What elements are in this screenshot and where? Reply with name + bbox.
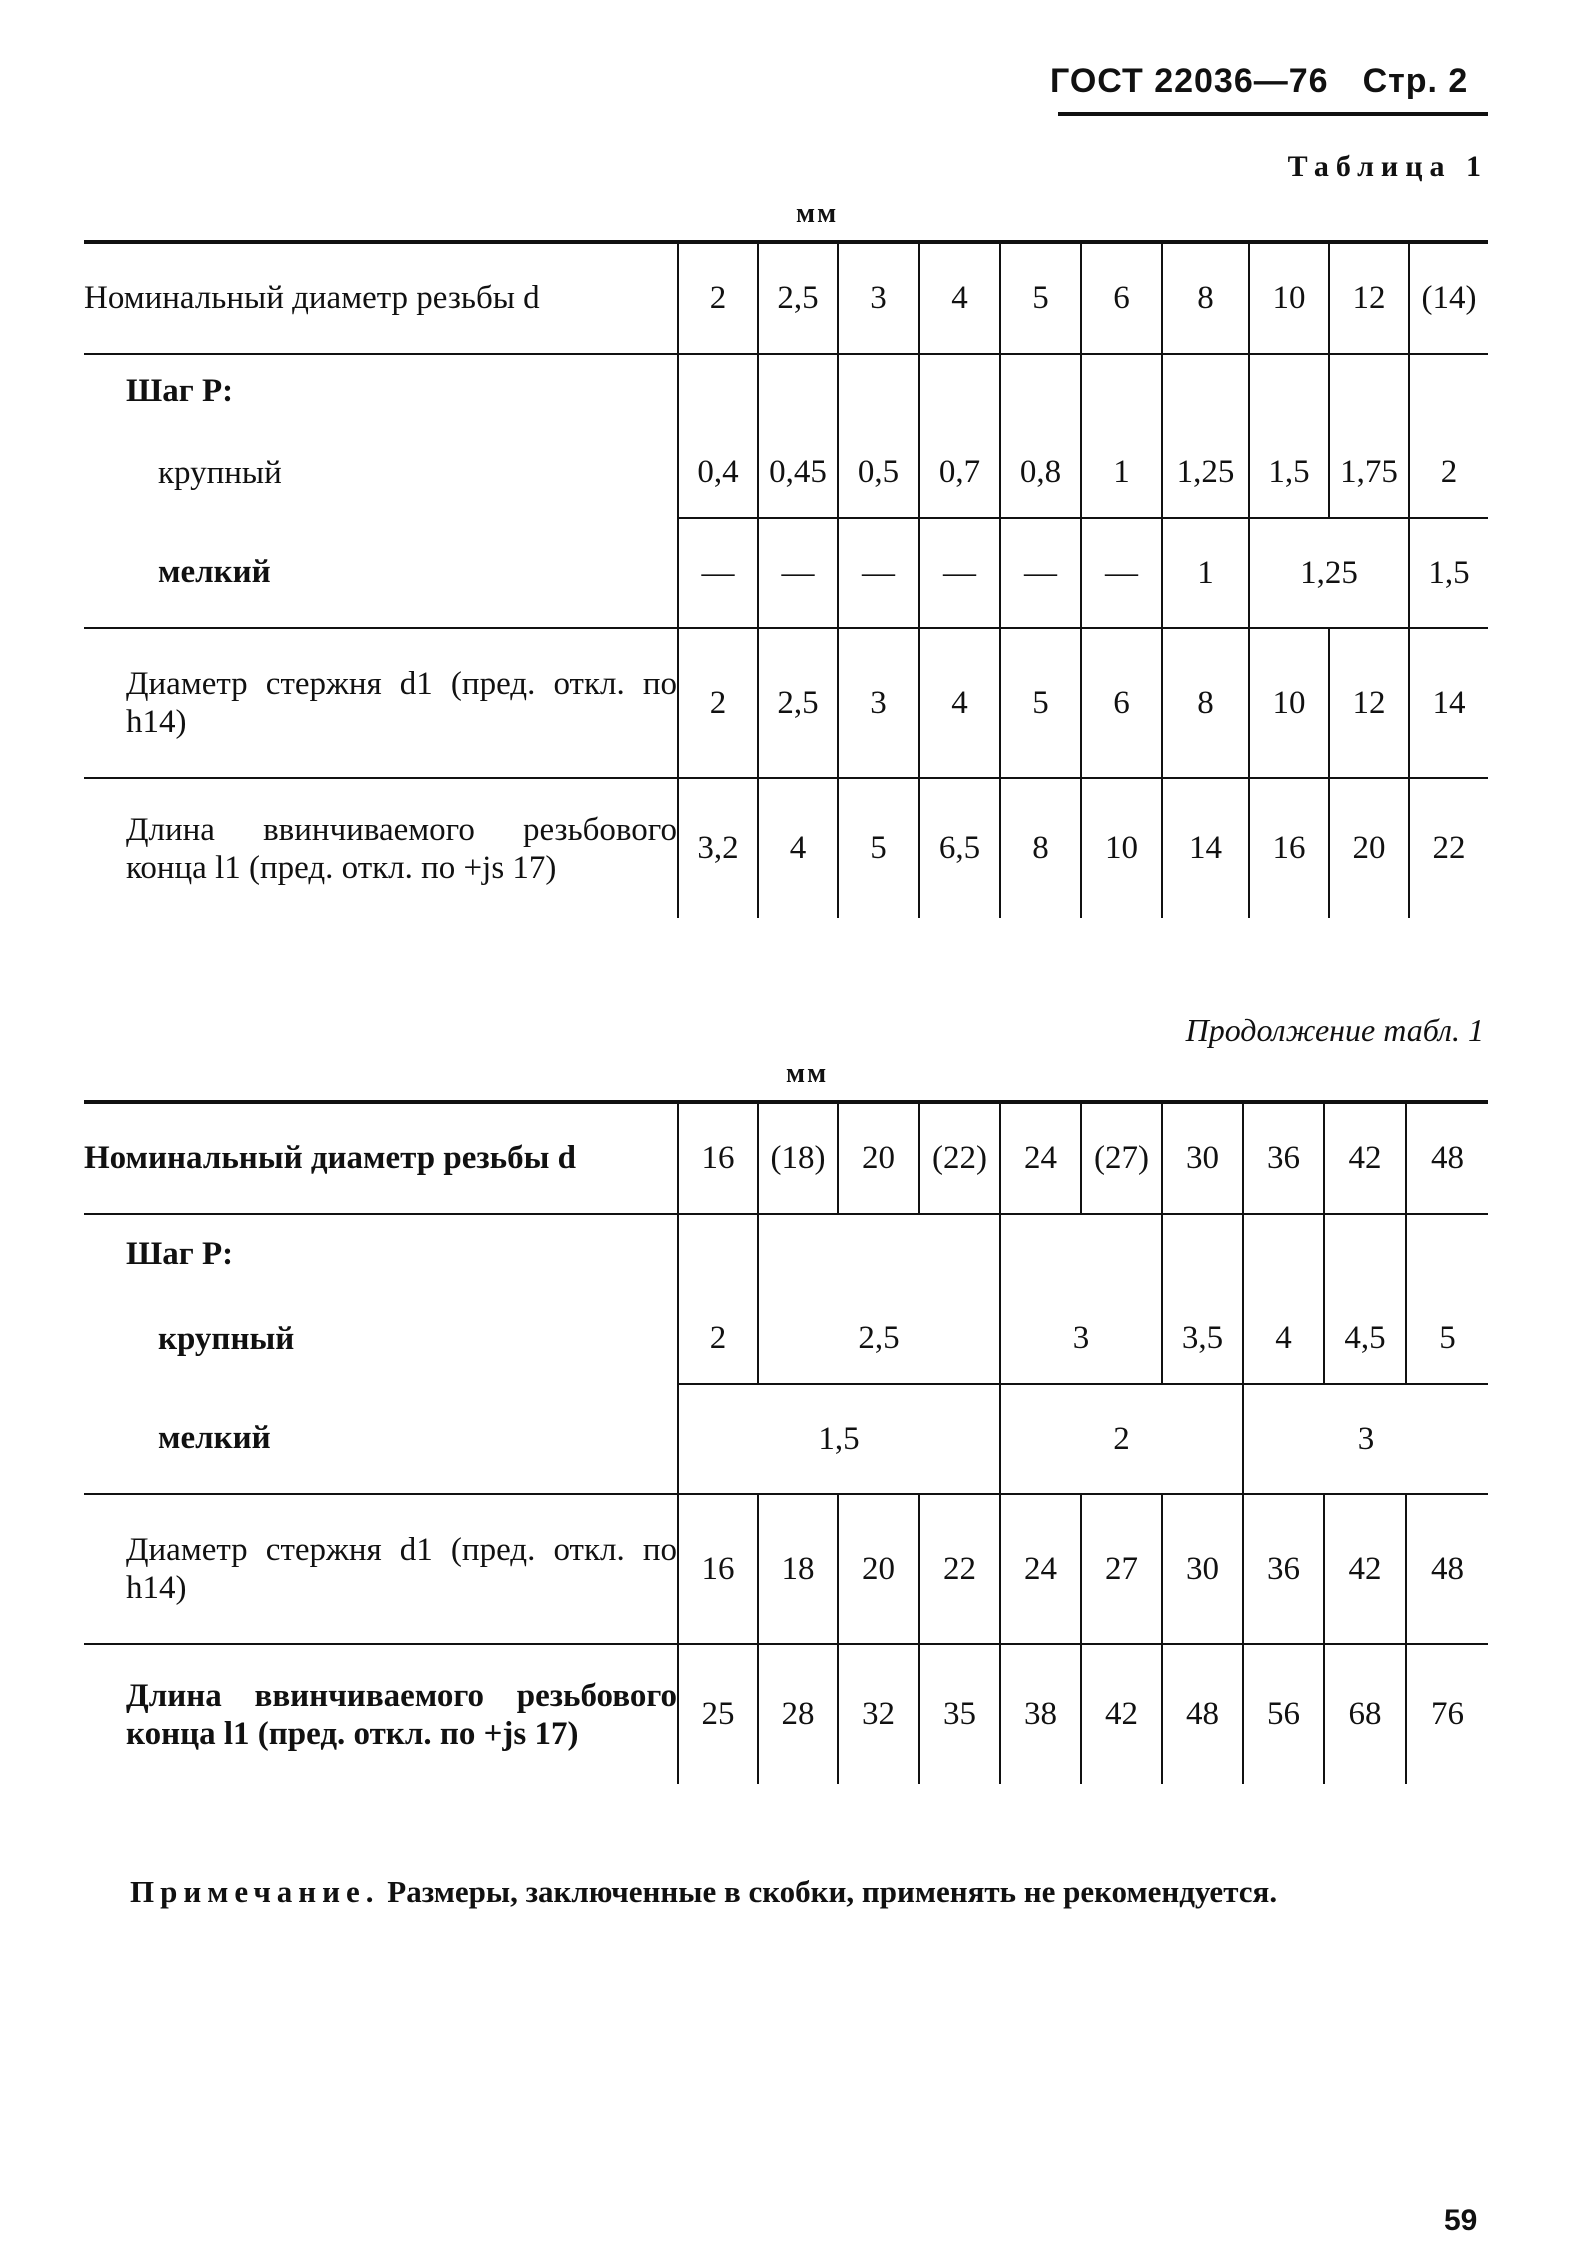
table-cell: 1,25 [1162, 428, 1249, 518]
table2-row-pitch [84, 1214, 1488, 1294]
table-cell: 6 [1081, 244, 1162, 354]
table-cell: 1,25 [1249, 518, 1409, 628]
table-cell: 20 [838, 1494, 919, 1644]
table-cell [758, 354, 838, 428]
table-cell: — [1081, 518, 1162, 628]
table-cell: 0,45 [758, 428, 838, 518]
table-cell: 14 [1409, 628, 1488, 778]
table-note [130, 1872, 1486, 1912]
table-cell: 22 [919, 1494, 1000, 1644]
l1-label: Длина ввинчиваемого резьбового конца l1 (пред. откл. по +js 17) [126, 811, 677, 886]
table-cell: 8 [1000, 778, 1081, 918]
table-cell: 2 [1000, 1384, 1243, 1494]
table-cell [1000, 1214, 1162, 1294]
table-cell: 25 [678, 1644, 758, 1784]
table1-row-fine [84, 518, 1488, 628]
table-cell: 12 [1329, 244, 1409, 354]
table2-units: мм [786, 1058, 829, 1089]
table-cell: 14 [1162, 778, 1249, 918]
table2-row-fine [84, 1384, 1488, 1494]
table-cell [919, 354, 1000, 428]
table-cell: 5 [1000, 628, 1081, 778]
table-cell: 8 [1162, 244, 1249, 354]
table-cell: — [838, 518, 919, 628]
table-cell: 16 [1249, 778, 1329, 918]
table1-row-pitch [84, 354, 1488, 428]
table-cell: 5 [838, 778, 919, 918]
table-cell: (27) [1081, 1104, 1162, 1214]
table-cell: 4,5 [1324, 1294, 1406, 1384]
header-rule [1058, 112, 1488, 116]
table-cell: 3 [1000, 1294, 1162, 1384]
fine-label [84, 518, 678, 628]
table-cell: 27 [1081, 1494, 1162, 1644]
table-cell: 2 [678, 628, 758, 778]
table-cell [1329, 354, 1409, 428]
table-cell: 3,2 [678, 778, 758, 918]
table-cell: 5 [1000, 244, 1081, 354]
table-cell: 48 [1162, 1644, 1243, 1784]
table-cell: 2 [1409, 428, 1488, 518]
table-cell: 0,7 [919, 428, 1000, 518]
page-header [1050, 62, 1485, 101]
table1 [84, 244, 1488, 918]
table-cell: 68 [1324, 1644, 1406, 1784]
table-cell: 16 [678, 1494, 758, 1644]
d-label-text: Номинальный диаметр резьбы d [84, 1140, 576, 1176]
table-cell: 42 [1081, 1644, 1162, 1784]
d1-label: Диаметр стержня d1 (пред. откл. по h14) [84, 628, 678, 778]
table-cell [758, 1214, 1000, 1294]
doc-number: ГОСТ 22036—76 [1050, 62, 1329, 100]
table-cell: 42 [1324, 1104, 1406, 1214]
table-cell: 24 [1000, 1494, 1081, 1644]
table-cell: 2 [678, 1294, 758, 1384]
table2-caption: Продолжение табл. 1 [1185, 1012, 1484, 1048]
table-cell: — [1000, 518, 1081, 628]
table-cell: 22 [1409, 778, 1488, 918]
d1-label: Диаметр стержня d1 (пред. откл. по h14) [84, 1494, 678, 1644]
table2 [84, 1104, 1488, 1784]
table-cell: 6,5 [919, 778, 1000, 918]
table-cell: 1 [1162, 518, 1249, 628]
l1-label-text: Длина ввинчиваемого резьбового конца l1 (пред. откл. по +js 17) [126, 1677, 677, 1752]
page-label: Стр. 2 [1362, 62, 1469, 100]
table-cell: 0,5 [838, 428, 919, 518]
table-cell [1409, 354, 1488, 428]
table-cell [1081, 354, 1162, 428]
table1-caption: Таблица 1 [1287, 150, 1488, 183]
table-cell: 0,8 [1000, 428, 1081, 518]
table-cell: 76 [1406, 1644, 1488, 1784]
table-cell: 18 [758, 1494, 838, 1644]
table-cell: 5 [1406, 1294, 1488, 1384]
table-cell: — [758, 518, 838, 628]
table-cell: 4 [1243, 1294, 1324, 1384]
table2-row-d [84, 1104, 1488, 1214]
table-cell: 36 [1243, 1104, 1324, 1214]
table-cell: 16 [678, 1104, 758, 1214]
table-cell: 1,5 [1249, 428, 1329, 518]
table-cell: 1,75 [1329, 428, 1409, 518]
table-cell: 1 [1081, 428, 1162, 518]
table2-row-d1 [84, 1494, 1488, 1644]
table-cell: 2 [678, 244, 758, 354]
coarse-label-text: крупный [158, 1320, 295, 1357]
table-cell: 4 [919, 628, 1000, 778]
d-label: Номинальный диаметр резьбы d [84, 244, 678, 354]
table1-row-l1 [84, 778, 1488, 918]
table-cell: — [678, 518, 758, 628]
table-cell [1162, 354, 1249, 428]
table-cell [1000, 354, 1081, 428]
table-cell: 1,5 [1409, 518, 1488, 628]
table-cell: 10 [1081, 778, 1162, 918]
table-cell: 0,4 [678, 428, 758, 518]
table-cell: 28 [758, 1644, 838, 1784]
table-cell: 2,5 [758, 628, 838, 778]
table-cell [678, 354, 758, 428]
table-cell: 48 [1406, 1494, 1488, 1644]
table-cell: 30 [1162, 1494, 1243, 1644]
table-cell: 48 [1406, 1104, 1488, 1214]
table1-row-d [84, 244, 1488, 354]
table-cell [678, 1214, 758, 1294]
table-cell: 20 [838, 1104, 919, 1214]
page-number: 59 [1444, 2204, 1478, 2237]
table-cell: 3,5 [1162, 1294, 1243, 1384]
table-cell: 36 [1243, 1494, 1324, 1644]
coarse-label [84, 1294, 678, 1384]
pitch-label: Шаг P: [126, 1236, 234, 1272]
table-cell: 56 [1243, 1644, 1324, 1784]
d-label [84, 1104, 678, 1214]
table-cell: 30 [1162, 1104, 1243, 1214]
table-cell: 3 [838, 628, 919, 778]
table-cell: 32 [838, 1644, 919, 1784]
table-cell [1243, 1214, 1324, 1294]
table-cell: 4 [758, 778, 838, 918]
table1-units: мм [796, 198, 839, 229]
note-title: Примечание. [130, 1874, 380, 1909]
table-cell: (18) [758, 1104, 838, 1214]
fine-label-text: мелкий [158, 1420, 271, 1456]
table-cell: 3 [838, 244, 919, 354]
table2-row-l1 [84, 1644, 1488, 1784]
table-cell: 42 [1324, 1494, 1406, 1644]
table-cell: 10 [1249, 244, 1329, 354]
table-cell: 20 [1329, 778, 1409, 918]
table-cell: 3 [1243, 1384, 1488, 1494]
fine-label [84, 1384, 678, 1494]
table-cell [1249, 354, 1329, 428]
table-cell: — [919, 518, 1000, 628]
table-cell: 2,5 [758, 244, 838, 354]
table-cell: 12 [1329, 628, 1409, 778]
table-cell: 8 [1162, 628, 1249, 778]
table2-row-coarse [84, 1294, 1488, 1384]
table1-row-d1 [84, 628, 1488, 778]
table-cell: 24 [1000, 1104, 1081, 1214]
table-cell: 6 [1081, 628, 1162, 778]
coarse-label: крупный [158, 454, 282, 491]
table-cell: 1,5 [678, 1384, 1000, 1494]
table-cell: (14) [1409, 244, 1488, 354]
table1-row-coarse [84, 428, 1488, 518]
table-cell [838, 354, 919, 428]
note-text: Размеры, заключенные в скобки, применять не рекомендуется. [387, 1874, 1278, 1909]
table-cell: 38 [1000, 1644, 1081, 1784]
table-cell: 10 [1249, 628, 1329, 778]
table-cell [1406, 1214, 1488, 1294]
table-cell: 4 [919, 244, 1000, 354]
fine-label-text: мелкий [158, 554, 271, 590]
pitch-label: Шаг P: [126, 373, 234, 409]
table-cell: (22) [919, 1104, 1000, 1214]
table-cell [1162, 1214, 1243, 1294]
table-cell [1324, 1214, 1406, 1294]
l1-label [84, 1644, 678, 1784]
table-cell: 2,5 [758, 1294, 1000, 1384]
table-cell: 35 [919, 1644, 1000, 1784]
